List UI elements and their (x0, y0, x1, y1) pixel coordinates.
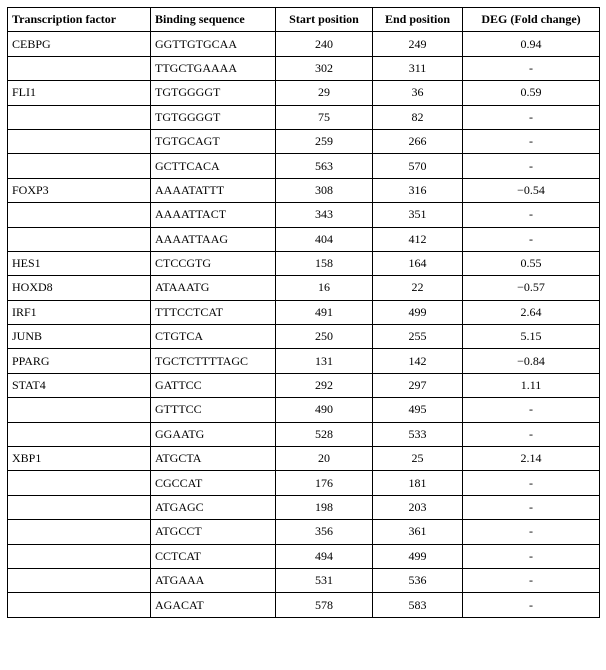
cell-transcription-factor: FOXP3 (8, 178, 151, 202)
table-row (8, 325, 600, 349)
cell-deg-fold-change: 0.94 (463, 32, 600, 56)
cell-binding-sequence: CGCCAT (151, 471, 276, 495)
cell-deg-fold-change: 5.15 (463, 325, 600, 349)
cell-transcription-factor (8, 495, 151, 519)
cell-binding-sequence: CTCCGTG (151, 251, 276, 275)
binding-sites-table (7, 7, 600, 618)
table-row (8, 544, 600, 568)
cell-transcription-factor: PPARG (8, 349, 151, 373)
cell-deg-fold-change: −0.57 (463, 276, 600, 300)
cell-end-position: 583 (373, 593, 463, 617)
cell-transcription-factor (8, 422, 151, 446)
cell-deg-fold-change: - (463, 203, 600, 227)
cell-binding-sequence: AGACAT (151, 593, 276, 617)
cell-start-position: 29 (276, 81, 373, 105)
cell-transcription-factor (8, 105, 151, 129)
cell-binding-sequence: TGCTCTTTTAGC (151, 349, 276, 373)
cell-end-position: 164 (373, 251, 463, 275)
table-row (8, 471, 600, 495)
cell-start-position: 490 (276, 398, 373, 422)
cell-deg-fold-change: −0.84 (463, 349, 600, 373)
cell-start-position: 259 (276, 129, 373, 153)
cell-binding-sequence: GCTTCACA (151, 154, 276, 178)
cell-deg-fold-change: - (463, 544, 600, 568)
table-row (8, 105, 600, 129)
cell-transcription-factor (8, 154, 151, 178)
cell-end-position: 82 (373, 105, 463, 129)
cell-binding-sequence: TGTGCAGT (151, 129, 276, 153)
cell-transcription-factor (8, 56, 151, 80)
cell-deg-fold-change: - (463, 398, 600, 422)
cell-start-position: 343 (276, 203, 373, 227)
cell-binding-sequence: ATGCTA (151, 447, 276, 471)
cell-transcription-factor: CEBPG (8, 32, 151, 56)
cell-deg-fold-change: 2.64 (463, 300, 600, 324)
cell-start-position: 75 (276, 105, 373, 129)
cell-start-position: 158 (276, 251, 373, 275)
table-container (7, 7, 600, 618)
cell-end-position: 36 (373, 81, 463, 105)
cell-deg-fold-change: −0.54 (463, 178, 600, 202)
cell-start-position: 528 (276, 422, 373, 446)
header-deg-fold-change: DEG (Fold change) (463, 8, 600, 32)
header-end-position: End position (373, 8, 463, 32)
cell-deg-fold-change: - (463, 471, 600, 495)
cell-transcription-factor (8, 568, 151, 592)
cell-transcription-factor: HOXD8 (8, 276, 151, 300)
table-row (8, 178, 600, 202)
cell-binding-sequence: GATTCC (151, 373, 276, 397)
cell-binding-sequence: AAAATTACT (151, 203, 276, 227)
table-row (8, 447, 600, 471)
cell-start-position: 578 (276, 593, 373, 617)
table-row (8, 251, 600, 275)
table-row (8, 203, 600, 227)
cell-start-position: 531 (276, 568, 373, 592)
header-binding-sequence: Binding sequence (151, 8, 276, 32)
cell-deg-fold-change: - (463, 422, 600, 446)
cell-end-position: 499 (373, 544, 463, 568)
cell-end-position: 570 (373, 154, 463, 178)
table-row (8, 373, 600, 397)
table-row (8, 398, 600, 422)
cell-binding-sequence: TTGCTGAAAA (151, 56, 276, 80)
cell-end-position: 203 (373, 495, 463, 519)
cell-start-position: 131 (276, 349, 373, 373)
table-row (8, 300, 600, 324)
cell-transcription-factor: STAT4 (8, 373, 151, 397)
cell-transcription-factor: XBP1 (8, 447, 151, 471)
cell-deg-fold-change: - (463, 154, 600, 178)
cell-transcription-factor (8, 129, 151, 153)
cell-deg-fold-change: 1.11 (463, 373, 600, 397)
cell-end-position: 316 (373, 178, 463, 202)
cell-binding-sequence: ATGCCT (151, 520, 276, 544)
cell-transcription-factor (8, 593, 151, 617)
cell-end-position: 533 (373, 422, 463, 446)
cell-binding-sequence: GTTTCC (151, 398, 276, 422)
cell-end-position: 255 (373, 325, 463, 349)
cell-deg-fold-change: - (463, 495, 600, 519)
table-row (8, 154, 600, 178)
cell-transcription-factor (8, 398, 151, 422)
cell-binding-sequence: ATAAATG (151, 276, 276, 300)
cell-transcription-factor (8, 227, 151, 251)
cell-transcription-factor: FLI1 (8, 81, 151, 105)
cell-deg-fold-change: - (463, 520, 600, 544)
cell-end-position: 181 (373, 471, 463, 495)
cell-start-position: 198 (276, 495, 373, 519)
cell-end-position: 495 (373, 398, 463, 422)
cell-end-position: 22 (373, 276, 463, 300)
cell-end-position: 25 (373, 447, 463, 471)
cell-binding-sequence: GGAATG (151, 422, 276, 446)
cell-deg-fold-change: - (463, 105, 600, 129)
cell-binding-sequence: TGTGGGGT (151, 105, 276, 129)
cell-end-position: 412 (373, 227, 463, 251)
cell-start-position: 356 (276, 520, 373, 544)
cell-deg-fold-change: - (463, 568, 600, 592)
table-row (8, 276, 600, 300)
table-row (8, 81, 600, 105)
table-row (8, 227, 600, 251)
cell-end-position: 499 (373, 300, 463, 324)
cell-end-position: 142 (373, 349, 463, 373)
cell-end-position: 351 (373, 203, 463, 227)
cell-transcription-factor (8, 544, 151, 568)
header-transcription-factor: Transcription factor (8, 8, 151, 32)
cell-start-position: 404 (276, 227, 373, 251)
cell-deg-fold-change: 0.59 (463, 81, 600, 105)
cell-start-position: 302 (276, 56, 373, 80)
cell-start-position: 240 (276, 32, 373, 56)
table-row (8, 422, 600, 446)
cell-end-position: 266 (373, 129, 463, 153)
cell-transcription-factor: HES1 (8, 251, 151, 275)
table-body (8, 32, 600, 617)
cell-deg-fold-change: - (463, 129, 600, 153)
table-row (8, 56, 600, 80)
cell-binding-sequence: CCTCAT (151, 544, 276, 568)
cell-binding-sequence: TGTGGGGT (151, 81, 276, 105)
cell-deg-fold-change: 0.55 (463, 251, 600, 275)
cell-binding-sequence: CTGTCA (151, 325, 276, 349)
cell-start-position: 20 (276, 447, 373, 471)
cell-transcription-factor (8, 203, 151, 227)
cell-binding-sequence: ATGAGC (151, 495, 276, 519)
cell-end-position: 311 (373, 56, 463, 80)
cell-end-position: 249 (373, 32, 463, 56)
cell-start-position: 491 (276, 300, 373, 324)
table-row (8, 129, 600, 153)
cell-binding-sequence: TTTCCTCAT (151, 300, 276, 324)
cell-start-position: 563 (276, 154, 373, 178)
table-row (8, 593, 600, 617)
table-row (8, 349, 600, 373)
cell-start-position: 16 (276, 276, 373, 300)
table-row (8, 32, 600, 56)
cell-binding-sequence: AAAATTAAG (151, 227, 276, 251)
cell-binding-sequence: AAAATATTT (151, 178, 276, 202)
table-row (8, 568, 600, 592)
cell-start-position: 494 (276, 544, 373, 568)
cell-deg-fold-change: - (463, 593, 600, 617)
cell-transcription-factor (8, 471, 151, 495)
cell-transcription-factor: JUNB (8, 325, 151, 349)
table-row (8, 495, 600, 519)
cell-transcription-factor (8, 520, 151, 544)
cell-start-position: 308 (276, 178, 373, 202)
cell-start-position: 250 (276, 325, 373, 349)
cell-deg-fold-change: - (463, 227, 600, 251)
cell-binding-sequence: ATGAAA (151, 568, 276, 592)
cell-deg-fold-change: 2.14 (463, 447, 600, 471)
cell-start-position: 292 (276, 373, 373, 397)
cell-transcription-factor: IRF1 (8, 300, 151, 324)
cell-deg-fold-change: - (463, 56, 600, 80)
header-start-position: Start position (276, 8, 373, 32)
header-row (8, 8, 600, 32)
cell-end-position: 536 (373, 568, 463, 592)
table-row (8, 520, 600, 544)
cell-end-position: 361 (373, 520, 463, 544)
cell-end-position: 297 (373, 373, 463, 397)
cell-binding-sequence: GGTTGTGCAA (151, 32, 276, 56)
cell-start-position: 176 (276, 471, 373, 495)
